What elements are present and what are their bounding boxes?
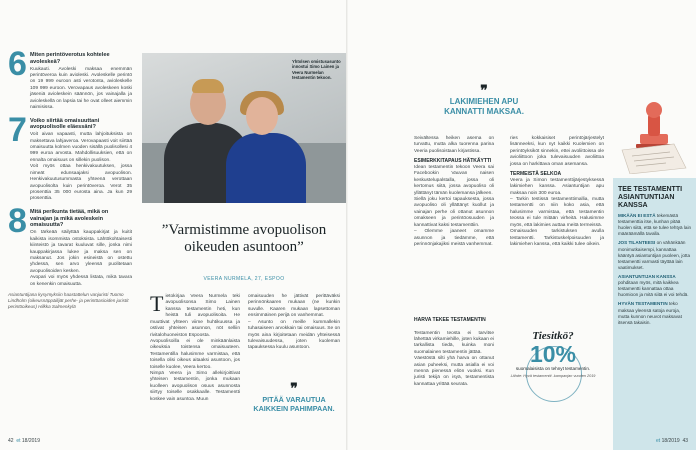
info-box-text [618, 213, 692, 329]
issue-number: 18/2019 [661, 438, 680, 444]
quote-mark-icon: ❞ [480, 84, 488, 99]
subheading: ESIMERKKITAPAUS HÄTKÄYTTI [414, 158, 492, 165]
quote-mark-icon: ❞ [290, 382, 298, 397]
page-number: 42 [8, 438, 14, 444]
info-box-value: teko maksaa yleensä satoja euroja, mutta kunnon neuvot maksavat itsensä takaisin. [618, 301, 682, 325]
info-box-key: HYVÄN TESTAMENTIN [618, 301, 668, 307]
question-number: 6 [8, 45, 27, 83]
stat-source: Lähde: Hyvä testamentti -kampanjan vuoden 2019 [510, 374, 596, 379]
drop-cap: T [150, 291, 164, 316]
column-text: ries kokkaisiset perintöjärjestelyt lisänneeksi, kun nyt kaikki Kuolemien on perintöyksiköt sinnekin, ettei avoliittoissa ole avioliittoon joka tulevaisuuden avoliittoa jossa on harkittava oman asemansa. [510, 136, 604, 167]
stat-number: 10% [529, 341, 577, 367]
paper-icon [622, 144, 686, 174]
page-number-right [656, 438, 688, 444]
pull-quote-text: LAKIMIEHEN APU KANNATTI MAKSAA. [444, 97, 524, 117]
right-page [348, 0, 696, 450]
info-box-value: on vähänkään monimutkaisempi, kannattaa kääntyä asiantuntijan puoleen, jotta testamentti varmasti täyttää lain vaatimukset. [618, 240, 691, 270]
info-box-item [618, 274, 692, 298]
page-number-left [8, 438, 40, 444]
question-title: Mitä perikunta tietää, mikä on vainajan ja mikä avoleskein omaisuutta? [30, 208, 109, 229]
question-6 [8, 45, 132, 112]
stamp-icon [636, 102, 672, 148]
info-box-item [618, 240, 692, 271]
pull-quote-left [248, 384, 340, 413]
person-woman-head [246, 97, 278, 135]
stamp-illustration [616, 94, 692, 174]
expert-note: Asiantuntijana kysymyksiin haastattelun vanjuristi Tuomo Lindholm (oikeusnäppäilijät perhe- ja perintöasioiden juristit perintöoikeus) Hilkka Salmenkylä [8, 292, 129, 310]
qa-sidebar [8, 45, 132, 310]
article-byline: VEERA NURMELA, 27, ESPOO [203, 276, 285, 282]
pull-quote-top [434, 86, 534, 117]
column-text: Veera ja Simon testamenttijärjestyksessä lakimiehen kanssa. Asiantuntijan apu maksaa noin 300 euroa. – Tarkin testissä testamenttimallia, mutta testamentti on niin koko asia, että halusimme varmistaa, että testamentin teossa ei tule mitään virheitä. Halusimme myös, että lakimies auttaa meitä termeissä. Omaisuuden tarkistuksen avulla testamentti. Tarkistuskelpoisuuden ja lakimiehen kanssa, että kaikki tulee oikein. [510, 177, 604, 248]
question-title: Voiko siirtää omaisuuttani avopuolisolle eläessäni? [30, 117, 100, 131]
article-column-2 [510, 136, 604, 248]
info-box-key: MIKÄÄN EI ESTÄ [618, 213, 656, 218]
couple-photo [142, 53, 346, 203]
issue-number: 18/2019 [21, 438, 40, 444]
info-box-value: pohditaan myös, mitä kaikkea testamentti kannattaa ottaa huomioon ja mitä siitä ei voi tehdä. [618, 280, 689, 298]
question-7 [8, 110, 132, 203]
column-text: Idean testamentin tekoon Veera sai Facebookin Vauvan naisen keskustelupalstalla, jossa oli kertomus siitä, jossa avopuoliso oli yllättänyt tämän kuolemansa jälkeen. Siellä joku kertoi tapauksesta, jossa avopuoliso oli yllättänyt kuollut ja vainajan perhe oli ottanut asunnon omakseen ja perintöosuuden ja kannattivat kaksi testamenttiin. – Olemme jaaneet omamme asunnon ja tiedämme, että perinnönjakajiksi meistä vanhemmat. [414, 164, 494, 248]
person-man-hair [192, 79, 224, 93]
page-number: 43 [682, 438, 688, 444]
pull-quote-text: PITÄÄ VARAUTUA KAIKKEIN PAHIMPAAN. [253, 395, 335, 414]
stamp-knob [646, 102, 662, 118]
answer-text: Voit aivan vapaasti, mutta lahjoituksista on maksettava lahjaveroa. Verovapaasti voit siirtää omaisuutta kolmen vuoden sisällä puolisollesi 4 999 euroa arvosta. Mahdollisuuksien, että on ennalta omaisuus on sillekin puolison. Voit myös ottaa henkivakuutuksen, jossa nimeät edunsaajaksi avopuolison. Henkivakuutusummasta yhteenä verottaan avopuolisolta kuin perintöveroa. Verot 35 prosenttia 35 000 eurosta aina. Ja kun 29 prosenttia. [30, 132, 132, 202]
answer-text: On tärkeää säilyttää kauppakirjat ja kuitit kaikista isommista ostoksista. Lähtökohtaisesti kiinteistö ja tavarat kuuluvat sille, jonka nimi kauppakirjassa lukee ja maksa sen on maksanut. Jos jokin esineistä on ostettu yhdessä, sen arvo yleensä puolitetaan avopuolisoiden kesken. Avopari voi myös yhdessä listata, mikä tavara on kenenkin omaisuutta. [30, 230, 132, 287]
info-box-key: JOS TILANTEESI [618, 240, 656, 246]
article-headline: ”Varmistimme avopuolison oikeuden asuntoon” [161, 222, 327, 255]
column-text: Testamentin teosta ei tarvitse lähettää virkamiehille, joten kukaan ei tarkallista tiedä, kuinka moni suomalainen testamentin jättää. Väestöstä silti yhä harva on ottanut asian puheeksi, mutta asialla ei voi mennä pienessä eliön vuoksi. Kun juristi tekijä on isyä, testamentista kannattaa yrittää seurata. [414, 330, 494, 387]
article-column-2: omaisuuden he jättivät perittäväksi perinnönkaaren mukaan (ne kunkin suvulle. Kaaren mukaan lapsettoman ensimmäinen perijä on vanhemmat. – Asunto on meille kummallekin tuhasaiseen arvokkain tai omaisuus. Se on myös aina kirjoitetaan meidän yhteisessä tulevaisuudessa, joten kuoleman tapauksessa kuulu asuntoon. [248, 294, 340, 351]
question-8 [8, 201, 132, 288]
question-number: 8 [8, 201, 27, 240]
publication-logo: et [656, 438, 661, 444]
subheading: TERMEISTÄ SELKOA [510, 171, 562, 178]
article-column-1 [414, 136, 494, 248]
question-title: Miten perintöverotus kohtelee avoleskeä? [30, 52, 110, 65]
info-box-item [618, 301, 692, 325]
info-box-item [618, 213, 692, 237]
stat-text: suomalaisista on tehnyt testamentin. [515, 366, 591, 372]
person-woman [226, 133, 306, 203]
stat-question: Tiesitkö? [532, 330, 574, 342]
info-box-title: TEE TESTAMENTTI ASIANTUNTIJAN KANSSA [618, 186, 683, 210]
article-column-1 [150, 291, 240, 403]
article-column-1b [414, 308, 494, 388]
answer-text: Kuukauti. Avoleski maksaa enemmän perintöveroa kuin avioleski. Avoleskelle perintö on 19 999 euroon asti verotonta, avioleskelle 109 999 euroon. Verovapaus avoleskeen koski jäseniä avioleskein säännön, jos vainajalla ja avioleskellä on lapsia tai he ovat olleet aiemmin naimisissa. [30, 66, 132, 111]
question-number: 7 [8, 110, 27, 149]
info-box-key: ASIANTUNTIJAN KANSSA [618, 273, 676, 279]
column-text: ietokirjaa Veera Nurmela teki avopuolisonsa Simo Lainen kanssa testamentin heti, kun heistä tuli avopuolisoita. He muuttivat yhteen viime huhtikuussa ja ostivat yhteisen asunnon, nöt selliin rivitalohuoneiston Espoosta. Avopuolisoilla ei ole minkäänlaista oikeuksia toistensa omaisuuteen. Testamentilla halusimme varmistaa, että toisella olisi oikeus aitaaksi asuntoon, jos toiselle kuolee, Veera kertoo. Nimpä Veera ja Simo allekirjoittivat yhteisen testamentin, jonka mukaan kuolleen avopuolison osuus asunnosta siirtyy toiselle osakkaalle. Testamentti koskee vain asuntoa. Muun [150, 294, 240, 402]
column-text: Seivältessa heiken asema on turvattu, mutta alka tuorenna parina Veeria puolisoistaan kirjastissa. [414, 136, 494, 154]
publication-logo: et [16, 438, 21, 444]
stat-callout [508, 330, 598, 379]
subheading: HARVA TEKEE TESTAMENTIN [414, 317, 486, 324]
photo-caption: Yhtolsen omistusasunto innostui Simo Lainen ja Veera Nurmelan testamentin tekoon. [292, 59, 341, 81]
info-box-value: tekemästä testamenttia itse, kunhan pitää huolen siitä, että se tulee tehtyä lain määräämällä tavalla. [618, 213, 692, 237]
